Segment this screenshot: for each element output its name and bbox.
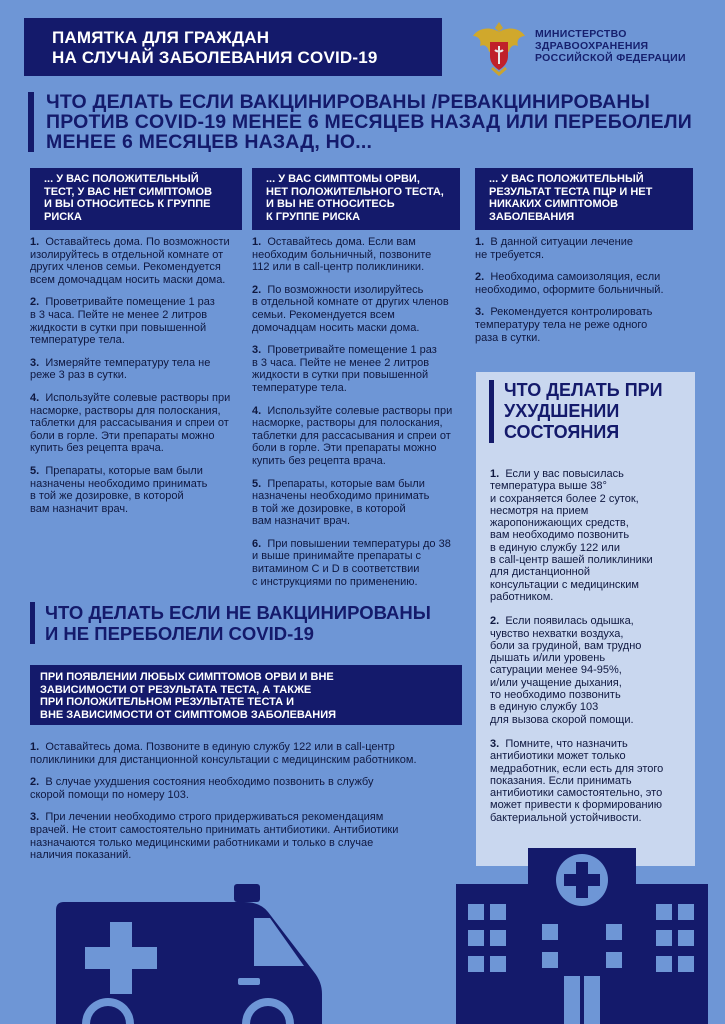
col3-list bbox=[475, 236, 697, 354]
list-item bbox=[252, 284, 467, 334]
col3-header-line: РЕЗУЛЬТАТ ТЕСТА ПЦР И НЕТ bbox=[489, 185, 653, 198]
item-text: в единую службу 122 или bbox=[490, 541, 620, 554]
section2-condition-box bbox=[30, 665, 462, 725]
item-text: Проветривайте помещение 1 раз bbox=[45, 296, 215, 309]
item-number: 1. bbox=[30, 236, 40, 248]
section1-heading-line3: МЕНЕЕ 6 МЕСЯЦЕВ НАЗАД, НО... bbox=[46, 131, 373, 153]
item-number: 2. bbox=[490, 615, 500, 628]
item-text: боли в горле. Эти препараты можно bbox=[30, 429, 215, 442]
item-text: изолируйтесь в отдельной комнате от bbox=[30, 248, 224, 261]
item-number: 1. bbox=[252, 236, 262, 248]
item-text: в той же дозировке, в которой bbox=[252, 502, 406, 515]
item-number: 3. bbox=[30, 356, 40, 369]
col1-header bbox=[30, 168, 242, 230]
item-text: необходимо, оформите больничный. bbox=[475, 283, 664, 296]
col2-list bbox=[252, 236, 467, 598]
item-text: По возможности изолируйтесь bbox=[267, 283, 424, 296]
item-text: в call-центр вашей поликлиники bbox=[490, 554, 653, 567]
item-text: для дистанционной bbox=[490, 566, 590, 579]
item-text: других членов семьи. Рекомендуется bbox=[30, 261, 221, 274]
item-text: температуру тела не реже одного bbox=[475, 318, 648, 331]
item-text: несмотря на прием bbox=[490, 504, 589, 517]
item-text: показания. Если принимать bbox=[490, 774, 632, 787]
section2-heading bbox=[30, 602, 431, 644]
item-text: в отдельной комнате от других членов bbox=[252, 296, 449, 309]
item-text: врачей. Не стоит самостоятельно принимать антибиотики. Антибиотики bbox=[30, 823, 399, 836]
ambulance-icon bbox=[48, 882, 358, 1024]
item-text: Необходима самоизоляция, если bbox=[490, 271, 661, 284]
col1-header-line: ТЕСТ, У ВАС НЕТ СИМПТОМОВ bbox=[44, 185, 213, 198]
item-number: 5. bbox=[30, 464, 40, 477]
col2-header-line: ... У ВАС СИМПТОМЫ ОРВИ, bbox=[266, 173, 420, 185]
item-text: Проветривайте помещение 1 раз bbox=[267, 344, 437, 357]
col1-header-line: РИСКА bbox=[44, 210, 82, 223]
list-item bbox=[30, 741, 470, 766]
item-text: то необходимо позвонить bbox=[490, 689, 621, 702]
col1-list bbox=[30, 236, 248, 525]
item-text: с инструкциями по применению. bbox=[252, 575, 418, 588]
item-number: 2. bbox=[252, 283, 262, 296]
section2-box-line: ПРИ ПОЛОЖИТЕЛЬНОМ РЕЗУЛЬТАТЕ ТЕСТА И bbox=[40, 696, 295, 708]
hospital-building-icon bbox=[456, 848, 716, 1024]
list-item bbox=[475, 236, 697, 261]
item-text: дышать и/или уровень bbox=[490, 652, 606, 665]
col1-header-line: ... У ВАС ПОЛОЖИТЕЛЬНЫЙ bbox=[44, 173, 199, 185]
item-text: При лечении необходимо строго придерживаться рекомендациям bbox=[45, 811, 384, 824]
item-text: витамином С и D в соответствии bbox=[252, 563, 420, 576]
section2-list bbox=[30, 741, 470, 872]
item-text: и выше принимайте препараты с bbox=[252, 550, 422, 563]
item-text: в 3 часа. Пейте не менее 2 литров bbox=[30, 308, 208, 321]
item-text: боли за грудиной, вам трудно bbox=[490, 639, 642, 652]
item-text: чувство нехватки воздуха, bbox=[490, 627, 624, 640]
item-number: 2. bbox=[30, 296, 40, 309]
header-banner bbox=[24, 18, 442, 76]
section2-box-line: ЗАВИСИМОСТИ ОТ РЕЗУЛЬТАТА ТЕСТА, А ТАКЖЕ bbox=[40, 683, 312, 696]
item-text: жидкости в сутки при повышенной bbox=[252, 369, 429, 382]
header-title-line1: ПАМЯТКА ДЛЯ ГРАЖДАН bbox=[52, 28, 270, 47]
item-text: сатурации менее 94-95%, bbox=[490, 664, 622, 677]
item-text: назначены необходимо принимать bbox=[30, 477, 208, 490]
item-text: антибиотики может только bbox=[490, 750, 626, 763]
item-text: таблетки для рассасывания и спреи от bbox=[30, 417, 229, 430]
item-text: При повышении температуры до 38 bbox=[267, 537, 451, 550]
item-number: 2. bbox=[475, 271, 485, 284]
list-item bbox=[475, 306, 697, 344]
item-text: медработник, если есть для этого bbox=[490, 762, 664, 775]
item-text: температура выше 38° bbox=[490, 480, 607, 493]
item-number: 4. bbox=[252, 404, 262, 417]
item-text: вам назначит врач. bbox=[30, 502, 129, 515]
ministry-name bbox=[535, 28, 686, 64]
list-item bbox=[490, 615, 690, 726]
item-text: консультации с медицинским bbox=[490, 578, 639, 591]
list-item bbox=[490, 468, 690, 603]
item-text: Препараты, которые вам были bbox=[45, 464, 203, 477]
worsening-heading-line: СОСТОЯНИЯ bbox=[504, 422, 620, 442]
item-text: семьи. Рекомендуется всем bbox=[252, 308, 395, 321]
list-item bbox=[490, 738, 690, 824]
item-text: бактериальной устойчивости. bbox=[490, 811, 642, 824]
list-item bbox=[252, 405, 467, 468]
col3-header-line: ЗАБОЛЕВАНИЯ bbox=[489, 210, 575, 223]
section1-heading-line1: ЧТО ДЕЛАТЬ ЕСЛИ ВАКЦИНИРОВАНЫ /РЕВАКЦИНИРОВАНЫ bbox=[46, 91, 650, 113]
item-number: 3. bbox=[252, 344, 262, 357]
worsening-list bbox=[490, 468, 690, 834]
item-text: назначаются только медицинскими работниками и только в случае bbox=[30, 836, 374, 849]
item-text: В случае ухудшения состояния необходимо позвонить в службу bbox=[45, 776, 374, 789]
item-text: всем домочадцам носить маски дома. bbox=[30, 273, 226, 286]
item-number: 5. bbox=[252, 477, 262, 490]
item-text: боли в горле. Эти препараты можно bbox=[252, 442, 437, 455]
item-text: жидкости в сутки при повышенной bbox=[30, 321, 207, 334]
col3-header bbox=[475, 168, 693, 230]
section2-box-line: ПРИ ПОЯВЛЕНИИ ЛЮБЫХ СИМПТОМОВ ОРВИ И ВНЕ bbox=[40, 671, 334, 683]
list-item bbox=[30, 392, 248, 455]
item-text: Оставайтесь дома. По возможности bbox=[45, 236, 230, 248]
section2-box-line: ВНЕ ЗАВИСИМОСТИ ОТ СИМПТОМОВ ЗАБОЛЕВАНИЯ bbox=[40, 708, 337, 721]
item-text: в единую службу 103 bbox=[490, 701, 599, 714]
item-number: 1. bbox=[30, 741, 40, 753]
section2-heading-line: И НЕ ПЕРЕБОЛЕЛИ COVID-19 bbox=[45, 623, 314, 644]
list-item bbox=[30, 811, 470, 861]
item-number: 4. bbox=[30, 391, 40, 404]
item-text: купить без рецепта врача. bbox=[252, 454, 386, 467]
item-text: в 3 часа. Пейте не менее 2 литров bbox=[252, 356, 430, 369]
item-text: В данной ситуации лечение bbox=[490, 236, 634, 248]
worsening-heading-line: УХУДШЕНИИ bbox=[504, 401, 620, 421]
item-text: таблетки для рассасывания и спреи от bbox=[252, 429, 451, 442]
list-item bbox=[30, 296, 248, 346]
ministry-line3: РОССИЙСКОЙ ФЕДЕРАЦИИ bbox=[535, 52, 686, 64]
col2-header-line: НЕТ ПОЛОЖИТЕЛЬНОГО ТЕСТА, bbox=[266, 185, 444, 198]
item-text: наличия показаний. bbox=[30, 849, 132, 862]
worsening-heading bbox=[489, 380, 663, 443]
col2-header bbox=[252, 168, 460, 230]
item-text: не требуется. bbox=[475, 248, 545, 261]
list-item bbox=[252, 344, 467, 394]
item-number: 3. bbox=[490, 737, 500, 750]
col2-header-line: И ВЫ НЕ ОТНОСИТЕСЬ bbox=[266, 198, 395, 210]
item-text: Если появилась одышка, bbox=[505, 615, 634, 628]
list-item bbox=[30, 776, 470, 801]
item-text: и сохраняется более 2 суток, bbox=[490, 492, 639, 505]
list-item bbox=[30, 465, 248, 515]
section1-heading-line2: ПРОТИВ COVID-19 МЕНЕЕ 6 МЕСЯЦЕВ НАЗАД ИЛИ ПЕРЕБОЛЕЛИ bbox=[46, 111, 692, 133]
item-text: Если у вас повысилась bbox=[505, 468, 624, 480]
item-text: раза в сутки. bbox=[475, 331, 541, 344]
item-number: 1. bbox=[490, 468, 500, 480]
item-text: необходим больничный, позвоните bbox=[252, 248, 432, 261]
ministry-line1: МИНИСТЕРСТВО bbox=[535, 28, 627, 40]
item-text: жаропонижающих средств, bbox=[490, 517, 629, 530]
worsening-heading-line: ЧТО ДЕЛАТЬ ПРИ bbox=[504, 380, 663, 400]
item-text: Оставайтесь дома. Позвоните в единую службу 122 или в call-центр bbox=[45, 741, 395, 753]
ministry-line2: ЗДРАВООХРАНЕНИЯ bbox=[535, 40, 649, 52]
item-text: поликлиники для дистанционной консультации с медицинским работником. bbox=[30, 753, 417, 766]
item-text: насморке, растворы для полоскания, bbox=[252, 417, 443, 430]
item-text: Используйте солевые растворы при bbox=[45, 391, 231, 404]
col3-header-line: ... У ВАС ПОЛОЖИТЕЛЬНЫЙ bbox=[489, 173, 644, 185]
item-text: вам назначит врач. bbox=[252, 515, 351, 528]
item-text: Помните, что назначить bbox=[505, 737, 628, 750]
item-text: 112 или в call-центр поликлиники. bbox=[252, 261, 425, 274]
list-item bbox=[252, 478, 467, 528]
item-text: работником. bbox=[490, 590, 554, 603]
emblem-icon bbox=[470, 16, 528, 78]
item-text: Оставайтесь дома. Если вам bbox=[267, 236, 416, 248]
item-text: антибиотики самостоятельно, это bbox=[490, 787, 663, 800]
list-item bbox=[30, 236, 248, 286]
item-text: Рекомендуется контролировать bbox=[490, 306, 653, 319]
item-number: 1. bbox=[475, 236, 485, 248]
col2-header-line: К ГРУППЕ РИСКА bbox=[266, 210, 361, 223]
item-text: Используйте солевые растворы при bbox=[267, 404, 453, 417]
item-text: купить без рецепта врача. bbox=[30, 442, 164, 455]
item-text: насморке, растворы для полоскания, bbox=[30, 404, 221, 417]
header-title-line2: НА СЛУЧАЙ ЗАБОЛЕВАНИЯ COVID-19 bbox=[52, 48, 378, 67]
list-item bbox=[252, 236, 467, 274]
item-number: 3. bbox=[475, 306, 485, 319]
col3-header-line: НИКАКИХ СИМПТОМОВ bbox=[489, 198, 619, 210]
item-text: для вызова скорой помощи. bbox=[490, 713, 634, 726]
item-text: в той же дозировке, в которой bbox=[30, 490, 184, 503]
item-text: реже 3 раз в сутки. bbox=[30, 369, 127, 382]
list-item bbox=[30, 357, 248, 382]
item-text: вам необходимо позвонить bbox=[490, 529, 630, 542]
section1-heading bbox=[28, 92, 706, 152]
item-number: 6. bbox=[252, 537, 262, 550]
item-text: температуре тела. bbox=[30, 334, 125, 347]
item-text: домочадцам носить маски дома. bbox=[252, 321, 420, 334]
item-text: Препараты, которые вам были bbox=[267, 477, 425, 490]
item-text: Измеряйте температуру тела не bbox=[45, 356, 211, 369]
item-number: 2. bbox=[30, 776, 40, 789]
item-number: 3. bbox=[30, 811, 40, 824]
list-item bbox=[252, 538, 467, 588]
item-text: температуре тела. bbox=[252, 381, 347, 394]
col1-header-line: И ВЫ ОТНОСИТЕСЬ К ГРУППЕ bbox=[44, 198, 211, 210]
item-text: может привести к формированию bbox=[490, 799, 662, 812]
item-text: скорой помощи по номеру 103. bbox=[30, 788, 189, 801]
item-text: назначены необходимо принимать bbox=[252, 490, 430, 503]
item-text: и/или учащение дыхания, bbox=[490, 676, 622, 689]
list-item bbox=[475, 271, 697, 296]
section2-heading-line: ЧТО ДЕЛАТЬ ЕСЛИ НЕ ВАКЦИНИРОВАНЫ bbox=[45, 602, 431, 623]
